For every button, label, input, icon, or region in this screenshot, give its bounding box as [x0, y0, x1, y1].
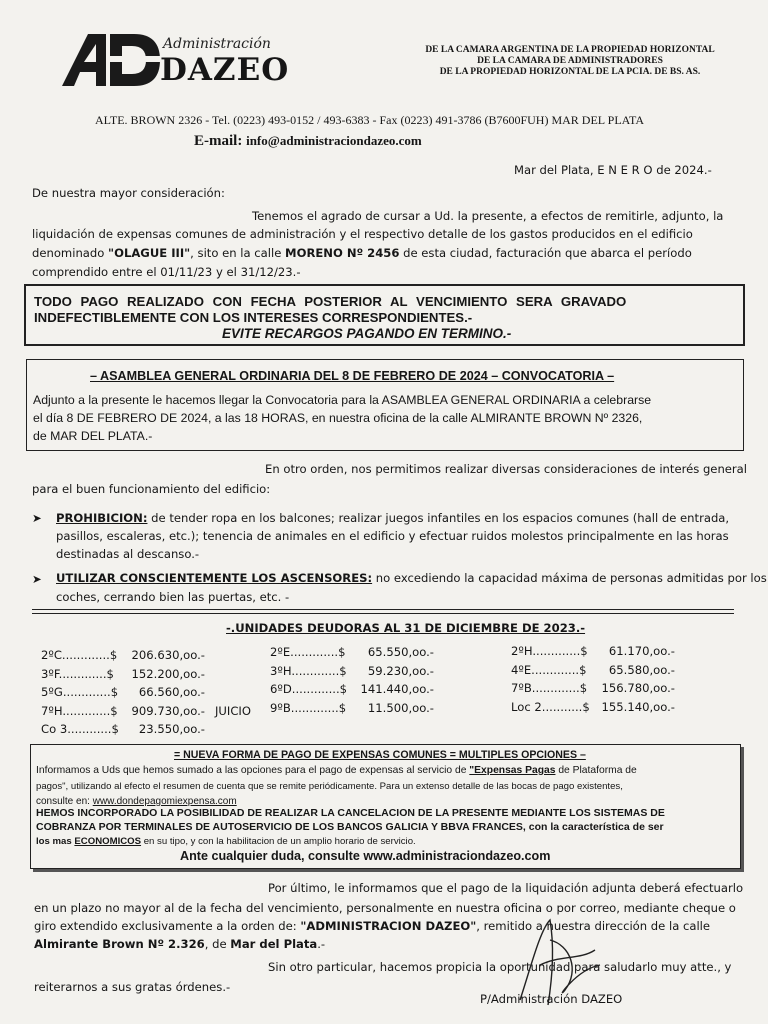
debtor-amount: 23.550,oo.- [138, 722, 205, 736]
intro-line: Tenemos el agrado de cursar a Ud. la presente, a efectos de remitirle, adjunto, la [252, 209, 724, 223]
payment-line: COBRANZA POR TERMINALES DE AUTOSERVICIO DE LOS BANCOS GALICIA Y BBVA FRANCES, con la característica de ser [36, 821, 664, 833]
debtor-unit: Loc 2...........$ [511, 699, 590, 714]
assembly-notice [26, 359, 744, 451]
debtor-row [270, 682, 434, 696]
warning-headline: EVITE RECARGOS PAGANDO EN TERMINO.- [222, 326, 512, 341]
debtor-amount: 65.580,oo.- [608, 662, 675, 677]
prohibition-text: de tender ropa en los balcones; realizar juegos infantiles en los espacios comunes (hall de entrada, [147, 511, 730, 525]
debtor-unit: 2ºH.............$ [511, 644, 588, 658]
letter-date: Mar del Plata, E N E R O de 2024.- [514, 163, 712, 177]
debtor-unit: 7ºB.............$ [511, 681, 588, 695]
association-line: DE LA PROPIEDAD HORIZONTAL DE LA PCIA. DE BS. AS. [439, 67, 701, 77]
debtor-amount: 65.550,oo.- [367, 645, 434, 659]
association-block [405, 45, 735, 78]
closing-line: Sin otro particular, hacemos propicia la oportunidad para saludarlo muy atte., y [268, 960, 732, 974]
debtor-amount: 141.440,oo.- [360, 682, 434, 696]
debtor-unit: 3ºH.............$ [270, 663, 347, 678]
debtor-amount: 155.140,oo.- [601, 699, 675, 714]
prohibition-text: destinadas al descanso.- [56, 547, 200, 561]
association-line: DE LA CAMARA ARGENTINA DE LA PROPIEDAD HORIZONTAL [425, 45, 715, 55]
greeting: De nuestra mayor consideración: [32, 186, 225, 200]
warning-line: TODO PAGO REALIZADO CON FECHA POSTERIOR AL VENCIMIENTO SERA GRAVADO [34, 294, 627, 309]
considerations-intro: para el buen funcionamiento del edificio: [32, 482, 271, 496]
warning-line: INDEFECTIBLEMENTE CON LOS INTERESES CORRESPONDIENTES.- [34, 310, 473, 325]
considerations-intro: En otro orden, nos permitimos realizar diversas consideraciones de interés general [265, 462, 748, 476]
payment-text: Informamos a Uds que hemos sumado a las opciones para el pago de expensas al servicio de [36, 765, 470, 776]
payment-line: HEMOS INCORPORADO LA POSIBILIDAD DE REALIZAR LA CANCELACION DE LA PRESENTE MEDIANTE LOS SISTEMAS DE [36, 807, 665, 819]
debtor-unit: 6ºD.............$ [270, 682, 348, 696]
debtor-unit: Co 3............$ [41, 722, 119, 736]
assembly-line: Adjunto a la presente le hacemos llegar la Convocatoria para la ASAMBLEA GENERAL ORDINARIA a celebrarse [33, 393, 652, 407]
payee-name: "ADMINISTRACION DAZEO" [300, 919, 477, 933]
late-payment-warning [24, 284, 745, 346]
debtor-amount: 152.200,oo.- [131, 666, 205, 681]
intro-text: , sito en la calle [190, 246, 286, 260]
debtors-title: -.UNIDADES DEUDORAS AL 31 DE DICIEMBRE DE 2023.- [226, 621, 586, 635]
closing-line: reiterarnos a sus gratas órdenes.- [34, 980, 231, 994]
economicos-label: ECONOMICOS [74, 836, 142, 847]
debtor-unit: 4ºE.............$ [511, 662, 587, 677]
debtor-amount: 156.780,oo.- [601, 681, 675, 695]
payment-text: en su tipo, y con la habilitacion de un amplio horario de servicio. [141, 836, 416, 847]
dazeo-logo-icon [62, 34, 162, 86]
debtor-row [511, 644, 675, 658]
debtor-unit: 3ºF.............$ [41, 666, 114, 681]
debtor-row [270, 664, 434, 678]
debtor-amount: 11.500,oo.- [367, 700, 434, 715]
debtor-row [511, 700, 675, 714]
email-label: E-mail: [194, 133, 243, 149]
bullet-arrow-icon: ➤ [32, 511, 42, 525]
brand-name: DAZEO [160, 52, 290, 88]
debtor-unit: 5ºG.............$ [41, 685, 119, 699]
debtor-row [270, 701, 434, 715]
prohibition-item [56, 509, 729, 527]
closing-line [34, 935, 325, 953]
debtor-row [511, 681, 675, 695]
building-address: MORENO Nº 2456 [285, 246, 400, 260]
elevator-text: no excediendo la capacidad máxima de personas admitidas por los [372, 571, 767, 585]
prohibition-text: pasillos, escaleras, etc.); tenencia de animales en el edificio y efectuar ruidos molestos principalmente en las horas [56, 529, 729, 543]
closing-text: , remitido a nuestra dirección de la calle [476, 919, 711, 933]
closing-line: en un plazo no mayor al de la fecha del vencimiento, personalmente en nuestra oficina o por correo, mediante cheque o [34, 901, 736, 915]
office-city: Mar del Plata [230, 937, 318, 951]
debtor-unit: 2ºC.............$ [41, 648, 118, 662]
debtor-amount: 61.170,oo.- [608, 644, 675, 658]
elevator-title: UTILIZAR CONSCIENTEMENTE LOS ASCENSORES: [56, 571, 373, 585]
debtor-amount: 909.730,oo.- [131, 703, 205, 718]
prohibition-title: PROHIBICION: [56, 511, 148, 525]
debtor-note: JUICIO [215, 703, 251, 718]
debtor-row [41, 685, 205, 699]
divider [32, 609, 734, 610]
elevator-item [56, 569, 767, 587]
elevator-text: coches, cerrando bien las puertas, etc. - [56, 590, 290, 604]
closing-text: giro extendido exclusivamente a la orden de: [34, 919, 301, 933]
payment-line [36, 765, 637, 776]
debtor-unit: 2ºE.............$ [270, 645, 346, 659]
payment-text: los mas [36, 836, 75, 847]
debtor-unit: 9ºB.............$ [270, 700, 347, 715]
closing-text: , de [204, 937, 231, 951]
payment-line [36, 836, 416, 847]
payment-line: pagos", utilizando al efecto el resumen de cuenta que se remite periódicamente. Para un extenso detalle de las bocas de pago existentes, [36, 781, 623, 792]
payment-locations-link[interactable]: www.dondepagomiexpensa.com [92, 796, 237, 807]
debtor-row [41, 667, 205, 681]
expensas-pagas-label: "Expensas Pagas [469, 765, 556, 776]
debtor-amount: 59.230,oo.- [367, 663, 434, 678]
payment-line [36, 796, 237, 807]
debtor-amount: 206.630,oo.- [131, 648, 205, 662]
debtor-row [41, 722, 205, 736]
association-line: DE LA CAMARA DE ADMINISTRADORES [477, 56, 663, 66]
email-address[interactable]: info@administraciondazeo.com [246, 133, 422, 148]
email-line [194, 133, 422, 150]
office-street: Almirante Brown Nº 2.326 [34, 937, 205, 951]
debtor-amount: 66.560,oo.- [138, 685, 205, 699]
debtor-row [511, 663, 675, 677]
bullet-arrow-icon: ➤ [32, 572, 42, 586]
building-name: "OLAGUE III" [108, 246, 191, 260]
payment-text: consulte en: [36, 796, 93, 807]
intro-text: denominado [32, 246, 109, 260]
debtor-row [41, 704, 251, 718]
divider [32, 613, 734, 614]
office-address: ALTE. BROWN 2326 - Tel. (0223) 493-0152 / 493-6383 - Fax (0223) 491-3786 (B7600FUH) MAR DEL PLATA [95, 113, 645, 127]
debtor-unit: 7ºH.............$ [41, 703, 118, 718]
closing-text: .- [317, 937, 326, 951]
closing-line: Por último, le informamos que el pago de la liquidación adjunta deberá efectuarlo [268, 881, 744, 895]
intro-line [32, 244, 692, 262]
website-contact[interactable]: Ante cualquier duda, consulte www.administraciondazeo.com [180, 849, 551, 863]
intro-line: comprendido entre el 01/11/23 y el 31/12/23.- [32, 265, 301, 279]
payment-text: de Plataforma de [555, 765, 637, 776]
debtor-row [270, 645, 434, 659]
payment-title: = NUEVA FORMA DE PAGO DE EXPENSAS COMUNES = MULTIPLES OPCIONES – [174, 749, 586, 761]
payment-options-box [30, 744, 741, 869]
intro-line: liquidación de expensas comunes de administración y el respectivo detalle de los gastos producidos en el edificio [32, 227, 693, 241]
signature-caption: P/Administración DAZEO [480, 992, 623, 1006]
debtor-row [41, 648, 205, 662]
brand-subtitle: Administración [163, 36, 271, 52]
assembly-line: el día 8 DE FEBRERO DE 2024, a las 18 HORAS, en nuestra oficina de la calle ALMIRANTE BROWN Nº 2326, [33, 411, 643, 425]
intro-text: de esta ciudad, facturación que abarca el período [399, 246, 692, 260]
assembly-line: de MAR DEL PLATA.- [33, 429, 153, 443]
assembly-title: – ASAMBLEA GENERAL ORDINARIA DEL 8 DE FEBRERO DE 2024 – CONVOCATORIA – [90, 369, 615, 383]
